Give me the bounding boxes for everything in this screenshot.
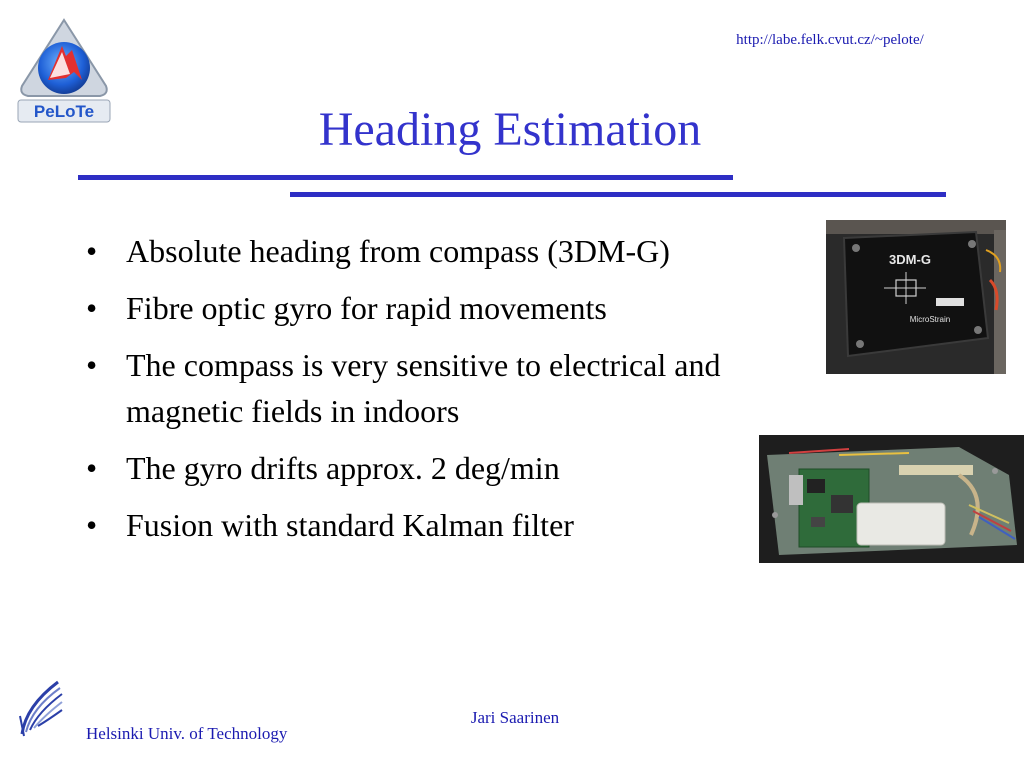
bullet-item: [86, 342, 736, 434]
bullet-list: [86, 228, 736, 559]
bullet-marker: •: [86, 233, 98, 269]
bullet-text: Absolute heading from compass (3DM-G): [126, 233, 670, 269]
bullet-item: [86, 228, 736, 274]
title-underline-bottom: [290, 192, 946, 197]
compass-brand: MicroStrain: [909, 315, 951, 324]
gyro-board-photo: [759, 435, 1024, 563]
pelote-logo: [14, 16, 114, 126]
compass-label: 3DM-G: [889, 252, 931, 267]
bullet-marker: •: [86, 347, 98, 383]
compass-photo: [826, 220, 1006, 374]
bullet-text: Fibre optic gyro for rapid movements: [126, 290, 607, 326]
university-logo: [16, 676, 64, 740]
bullet-text: The gyro drifts approx. 2 deg/min: [126, 450, 560, 486]
bullet-item: [86, 285, 736, 331]
slide-title: Heading Estimation: [318, 103, 702, 156]
bullet-text: Fusion with standard Kalman filter: [126, 507, 574, 543]
footer-author: Jari Saarinen: [470, 708, 560, 727]
bullet-text: The compass is very sensitive to electrical and magnetic fields in indoors: [126, 347, 721, 429]
header-url: http://labe.felk.cvut.cz/~pelote/: [736, 32, 924, 48]
title-underline-top: [78, 175, 733, 180]
bullet-marker: •: [86, 290, 98, 326]
bullet-item: [86, 445, 736, 491]
bullet-item: [86, 502, 736, 548]
footer-institution: Helsinki Univ. of Technology: [86, 724, 288, 743]
logo-text: PeLoTe: [33, 102, 95, 121]
bullet-marker: •: [86, 450, 98, 486]
bullet-marker: •: [86, 507, 98, 543]
